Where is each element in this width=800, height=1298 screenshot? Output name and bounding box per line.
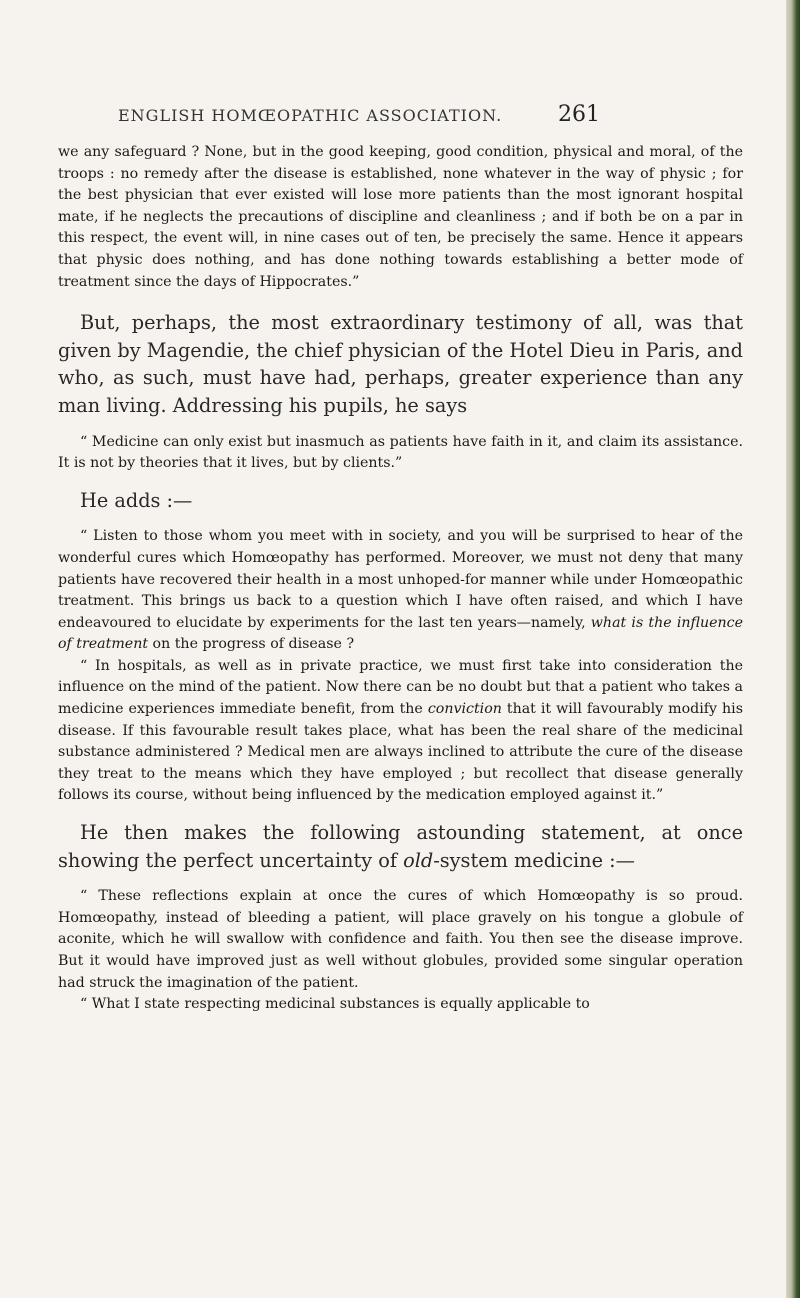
- page-number: 261: [558, 102, 600, 127]
- paragraph-7-text-b: -system medicine :—: [433, 848, 635, 872]
- paragraph-3-quote: “ Medicine can only exist but inasmuch as patients have faith in it, and claim its assistance. It is not by theories that it lives, but by clients.”: [58, 433, 743, 472]
- paragraph-4: He adds :—: [80, 488, 193, 512]
- paragraph-9-quote: “ What I state respecting medicinal substances is equally applicable to: [80, 996, 590, 1013]
- paragraph-7-text-a: He then makes the following astounding statement, at once showing the perfect uncertainty of: [58, 821, 743, 872]
- paragraph-8-quote: “ These reflections explain at once the cures of which Homœopathy is so proud. Homœopathy, instead of bleeding a patient, will place gravely on his tongue a globule of aconite, which he will swallow with confidence and faith. You then see the disease improve. But it would have improved just as well without globules, provided some singular operation had struck the imagination of the patient.: [58, 888, 743, 991]
- paragraph-1: we any safeguard ? None, but in the good keeping, good condition, physical and moral, of the troops : no remedy after the disease is established, none whatever in the way of physic ; for the best physician that ever existed will lose more patients than the most ignorant hospital mate, if he neglects the precautions of discipline and cleanliness ; and if both be on a par in this respect, the event will, in nine cases out of ten, be precisely the same. Hence it appears that physic does nothing, and has done nothing towards establishing a better mode of treatment since the days of Hippocrates.”: [58, 144, 743, 290]
- running-title: ENGLISH HOMŒOPATHIC ASSOCIATION.: [118, 106, 503, 125]
- paragraph-6-emphasis: conviction: [427, 701, 502, 718]
- paragraph-2: But, perhaps, the most extraordinary testimony of all, was that given by Magendie, the chief physician of the Hotel Dieu in Paris, and who, as such, must have had, perhaps, greater experience than any man living. Addressing his pupils, he says: [58, 311, 743, 417]
- paragraph-7: [58, 819, 743, 874]
- running-header: [118, 102, 600, 127]
- paragraph-5-emphasis: what is the influence of treatment: [58, 614, 743, 653]
- body-text: [58, 142, 743, 1016]
- paragraph-7-emphasis: old: [403, 848, 434, 872]
- page-edge: [786, 0, 800, 1298]
- paragraph-6-quote: [58, 656, 743, 807]
- paragraph-5-text-b: on the progress of disease ?: [148, 636, 355, 653]
- paragraph-6-text-b: that it will favourably modify his disease. If this favourable result takes place, what has been the real share of the medicinal substance administered ? Medical men are always inclined to attribute the cure of the disease they treat to the means which they have employed ; but recollect that disease generally follows its course, without being influenced by the medication employed against it.”: [58, 701, 744, 804]
- paragraph-5-quote: [58, 526, 743, 656]
- paragraph-5-text-a: “ Listen to those whom you meet with in society, and you will be surprised to hear of the wonderful cures which Homœopathy has performed. Moreover, we must not deny that many patients have recovered their health in a most unhoped-for manner while under Homœopathic treatment. This brings us back to a question which I have often raised, and which I have endeavoured to elucidate by experiments for the last ten years—namely,: [58, 528, 743, 631]
- paragraph-6-text-a: “ In hospitals, as well as in private practice, we must first take into consideration the influence on the mind of the patient. Now there can be no doubt but that a patient who takes a medicine experiences immediate benefit, from the: [58, 657, 743, 718]
